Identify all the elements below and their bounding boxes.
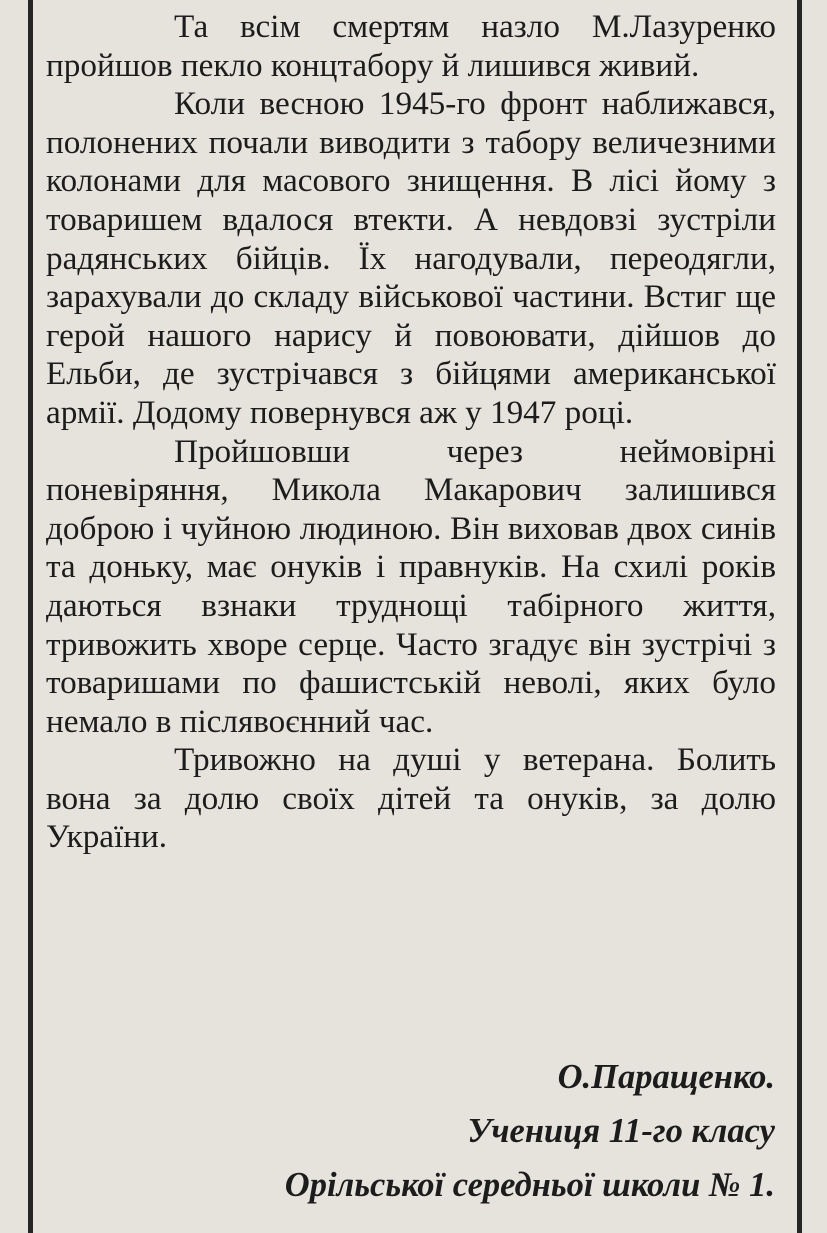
- paragraph-4: Тривожно на душі у ветерана. Болить вона за долю своїх дітей та онуків, за долю України.: [46, 741, 776, 856]
- paragraph-1: Та всім смертям назло М.Лазуренко пройшов пекло концтабору й лишився живий.: [46, 8, 776, 84]
- author-name: О.Паращенко.: [557, 1058, 775, 1096]
- article-body: [46, 8, 776, 857]
- author-role: Учениця 11-го класу: [467, 1112, 775, 1150]
- author-school: Орільської середньої школи № 1.: [284, 1166, 775, 1204]
- left-border-rule: [28, 0, 33, 1233]
- signature-block: [285, 1050, 775, 1212]
- paragraph-2: Коли весною 1945-го фронт наближався, полонених почали виводити з табору величезними колонами для масового знищення. В лісі йому з товаришем вдалося втекти. А невдовзі зустріли радянських бійців. Їх нагодували, переодягли, зарахували до складу військової частини. Встиг ще герой нашого нарису й повоювати, дійшов до Ельби, де зустрічався з бійцями американської армії. Додому повернувся аж у 1947 році.: [46, 85, 776, 431]
- right-border-rule: [797, 0, 802, 1233]
- paragraph-3: Пройшовши через неймовірні поневіряння, Микола Макарович залишився доброю і чуйною людиною. Він виховав двох синів та доньку, має онуків і правнуків. На схилі років даються взнаки труднощі табірного життя, тривожить хворе серце. Часто згадує він зустрічі з товаришами по фашистській неволі, яких було немало в післявоєнний час.: [46, 432, 776, 740]
